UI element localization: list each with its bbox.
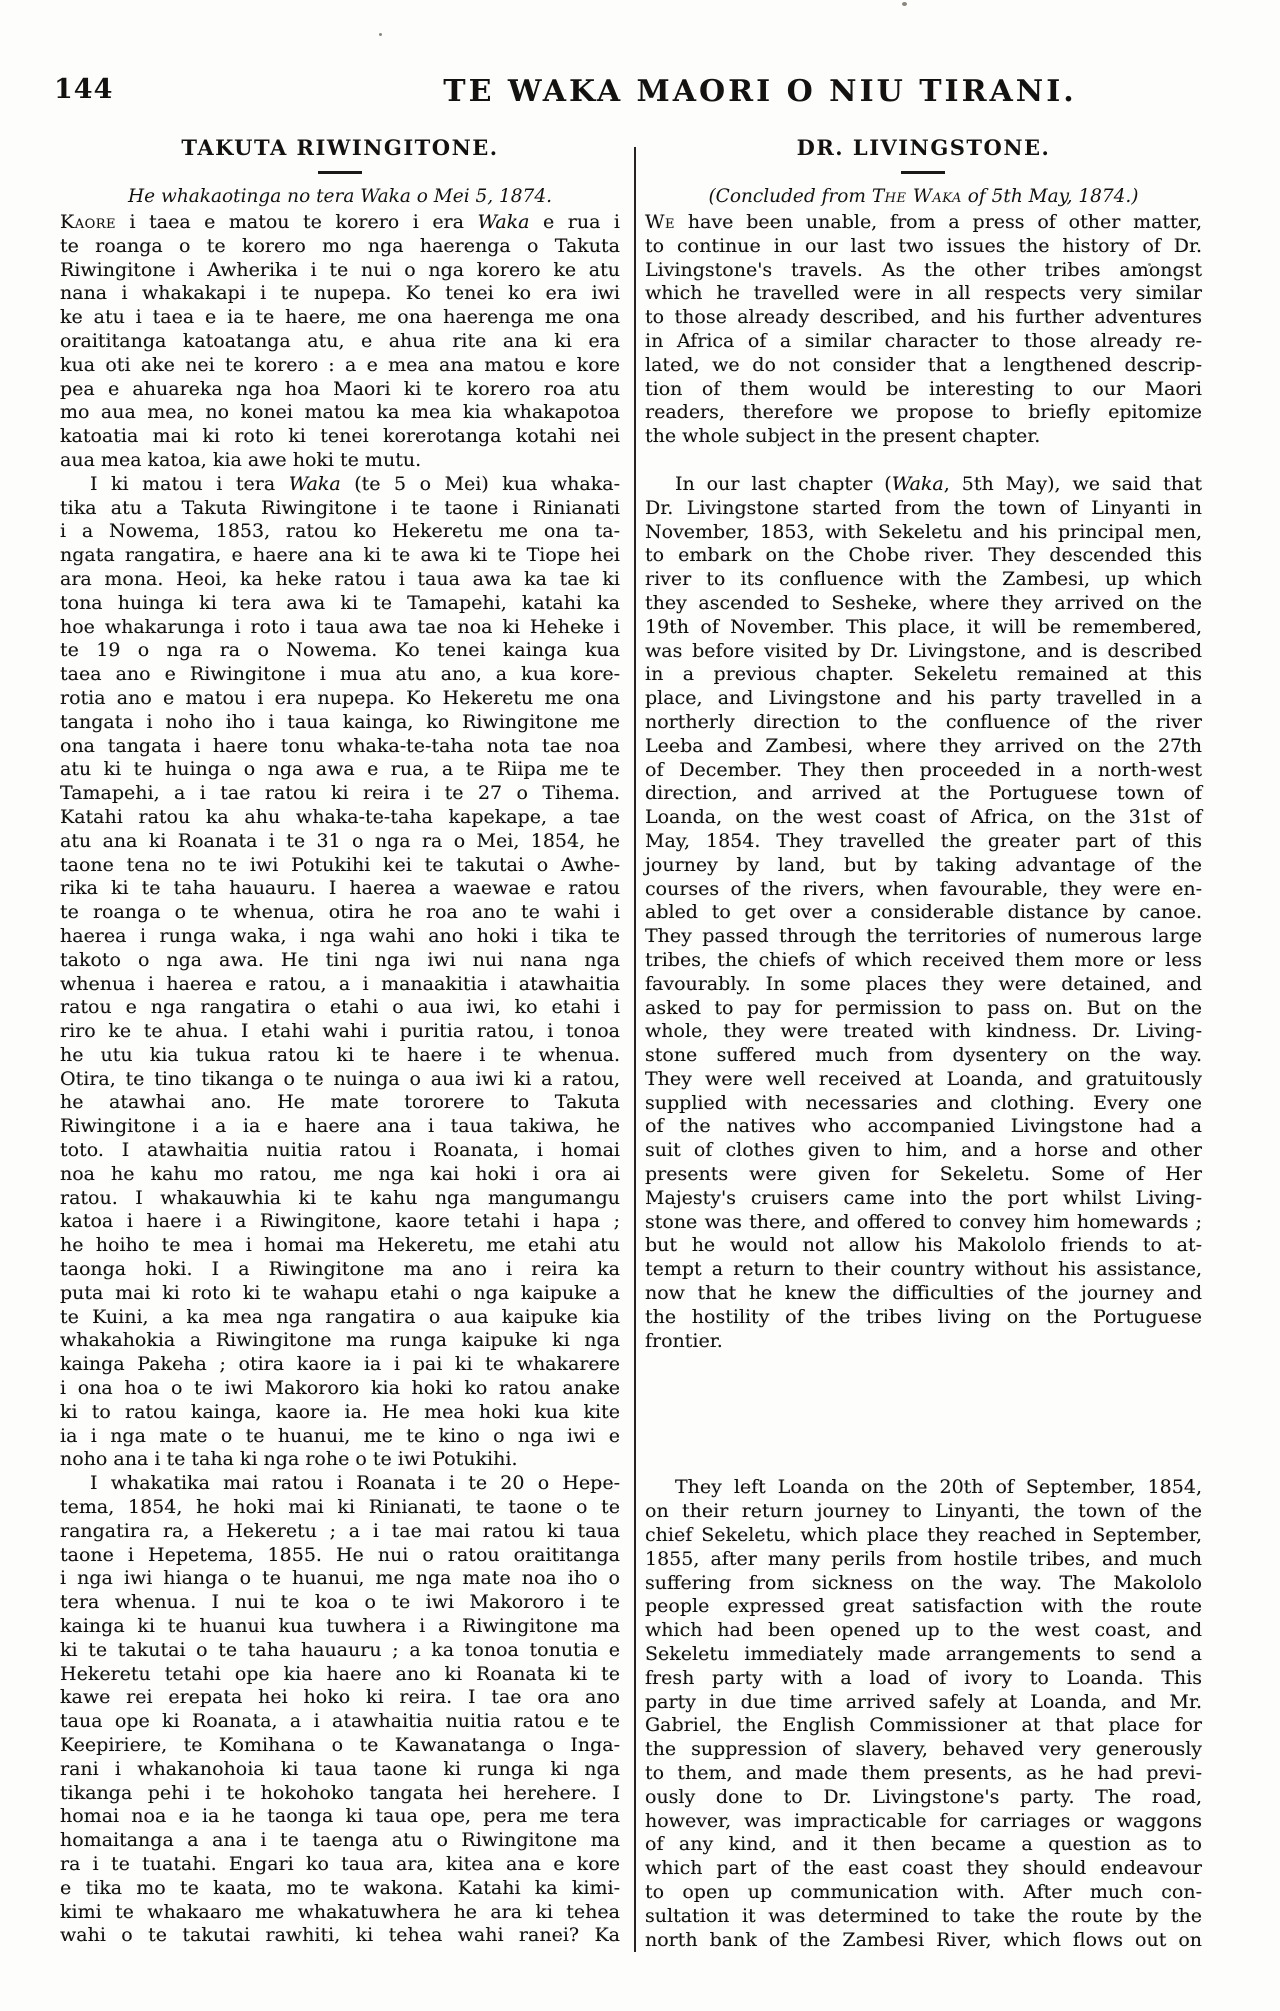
text-line: ona tangata i haere tonu whaka-te-taha nota tae noa <box>60 734 620 757</box>
right-article-heading: DR. LIVINGSTONE. <box>796 135 1051 160</box>
text-line: to continue in our last two issues the history of Dr. <box>645 234 1202 257</box>
text-line: November, 1853, with Sekeletu and his principal men, <box>645 520 1202 543</box>
text-line: oraititanga katoatanga atu, e ahua rite ana ki era <box>60 329 620 352</box>
text-line: tribes, the chiefs of which received them more or less <box>645 948 1202 971</box>
text-line: tera whenua. I nui te koa o te iwi Makororo i te <box>60 1591 620 1614</box>
text-line: te Kuini, a ka mea nga rangatira o aua kaipuke kia <box>60 1305 620 1328</box>
text-line: katoa i haere i a Riwingitone, kaore tetahi i hapa ; <box>60 1210 620 1233</box>
text-line: to them, and made them presents, as he had previ- <box>645 1762 1202 1785</box>
text-line: ratou. I whakauwhia ki te kahu nga mangumangu <box>60 1186 620 1209</box>
text-line: noho ana i te taha ki nga rohe o te iwi Potukihi. <box>60 1448 518 1471</box>
text-line: to embark on the Chobe river. They descended this <box>645 544 1202 567</box>
text-line: stone suffered much from dysentery on the way. <box>645 1044 1202 1067</box>
text-line: I ki matou i tera Waka (te 5 o Mei) kua whaka- <box>90 472 620 495</box>
text-line: i ona hoa o te iwi Makororo kia hoki ko ratou anake <box>60 1377 620 1400</box>
left-article-heading: TAKUTA RIWINGITONE. <box>181 135 499 160</box>
text-line: the suppression of slavery, behaved very generously <box>645 1738 1202 1761</box>
text-line: ously done to Dr. Livingstone's party. The road, <box>645 1785 1202 1808</box>
text-line: tangata i noho iho i taua kainga, ko Riwingitone me <box>60 710 620 733</box>
text-line: in a previous chapter. Sekeletu remained at this <box>645 663 1202 686</box>
text-line: they ascended to Sesheke, where they arrived on the <box>645 591 1202 614</box>
text-line: to open up communication with. After much con- <box>645 1881 1202 1903</box>
text-line: haerea i runga waka, i nga wahi ano hoki i tika te <box>60 924 620 947</box>
text-line: he atawhai ano. He mate tororere to Takuta <box>60 1091 620 1114</box>
text-line: tika atu a Takuta Riwingitone i te taone i Rinianati <box>60 496 620 519</box>
text-line: puta mai ki roto ki te wahapu etahi o nga kaipuke a <box>60 1281 620 1304</box>
text-line: north bank of the Zambesi River, which flows out on <box>645 1928 1202 1951</box>
text-line: stone was there, and offered to convey him homewards ; <box>645 1210 1202 1233</box>
text-line: frontier. <box>645 1329 723 1352</box>
text-line: place, and Livingstone and his party travelled in a <box>645 687 1202 710</box>
text-line: river to its confluence with the Zambesi, up which <box>645 568 1202 591</box>
scan-speck <box>379 33 382 36</box>
right-column-body <box>645 211 1202 1952</box>
text-line: whole, they were treated with kindness. Dr. Living- <box>645 1020 1202 1043</box>
text-line: I whakatika mai ratou i Roanata i te 20 o Hepe- <box>90 1472 620 1495</box>
text-line: mo aua mea, no konei matou ka mea kia whakapotoa <box>60 401 620 424</box>
left-heading-rule <box>318 171 362 174</box>
text-line: was before visited by Dr. Livingstone, and is described <box>645 639 1202 662</box>
paragraph-gap <box>645 1353 1202 1476</box>
text-line: taea ano e Riwingitone i mua atu ano, a kua kore- <box>60 663 620 686</box>
text-line: the hostility of the tribes living on the Portuguese <box>645 1305 1202 1328</box>
text-line: sultation it was determined to take the route by the <box>645 1904 1202 1927</box>
text-line: Keepiriere, te Komihana o te Kawanatanga o Inga- <box>60 1734 620 1756</box>
text-line: Kaore i taea e matou te korero i era Waka e rua i <box>60 211 620 233</box>
text-line: 19th of November. This place, it will be remembered, <box>645 615 1202 638</box>
text-line: May, 1854. They travelled the greater part of this <box>645 829 1202 852</box>
text-line: riro ke te ahua. I etahi wahi i puritia ratou, i tonoa <box>60 1020 620 1043</box>
text-line: he hoiho te mea i homai ma Hekeretu, me etahi atu <box>60 1234 620 1257</box>
text-line: Riwingitone i a ia e haere ana i taua takiwa, he <box>60 1115 620 1138</box>
text-line: Loanda, on the west coast of Africa, on the 31st of <box>645 806 1202 829</box>
text-line: e tika mo te kaata, mo te wakona. Katahi ka kimi- <box>60 1876 620 1899</box>
text-line: nana i whakakapi i te nupepa. Ko tenei ko era iwi <box>60 282 620 305</box>
text-line: people expressed great satisfaction with the route <box>645 1595 1202 1618</box>
text-line: We have been unable, from a press of other matter, <box>645 211 1202 233</box>
text-line: tempt a return to their country without his assistance, <box>645 1258 1202 1281</box>
text-line: in Africa of a similar character to those already re- <box>645 329 1202 352</box>
text-line: tikanga pehi i te hokohoko tangata hei herehere. I <box>60 1781 620 1804</box>
text-line: homai noa e ia he taonga ki taua ope, pera me tera <box>60 1805 620 1828</box>
text-line: ki to ratou kainga, kaore ia. He mea hoki kua kite <box>60 1400 620 1423</box>
text-line: Hekeretu tetahi ope kia haere ano ki Roanata ki te <box>60 1662 620 1685</box>
text-line: of the natives who accompanied Livingstone had a <box>645 1115 1202 1138</box>
text-line: party in due time arrived safely at Loanda, and Mr. <box>645 1690 1202 1713</box>
text-line: i nga iwi hianga o te huanui, me nga mate noa iho o <box>60 1567 620 1590</box>
text-line: taone tena no te iwi Potukihi kei te takutai o Awhe- <box>60 853 620 876</box>
text-line: however, was impracticable for carriages or waggons <box>645 1809 1202 1832</box>
text-line: whenua i haerea e ratou, a i manaakitia i atawhaitia <box>60 972 620 995</box>
left-column-body <box>60 211 620 1948</box>
text-line: suit of clothes given to him, and a horse and other <box>645 1139 1202 1162</box>
text-line: to those already described, and his further adventures <box>645 306 1202 329</box>
page-number: 144 <box>54 74 114 105</box>
left-article-subtitle: He whakaotinga no tera Waka o Mei 5, 1874. <box>128 186 552 207</box>
text-line: ngata rangatira, e haere ana ki te awa ki te Tiope hei <box>60 544 620 567</box>
text-line: kua oti ake nei te korero : a e mea ana matou e kore <box>60 353 620 376</box>
right-article-subtitle: (Concluded from The Waka of 5th May, 1874.) <box>708 186 1139 207</box>
text-line: ratou e nga rangatira o etahi o aua iwi, ko etahi i <box>60 996 620 1019</box>
text-line: chief Sekeletu, which place they reached in September, <box>645 1524 1202 1547</box>
text-line: aua mea katoa, kia awe hoki te mutu. <box>60 448 422 471</box>
text-line: suffering from sickness on the way. The Makololo <box>645 1571 1202 1594</box>
paragraph-gap <box>645 449 1202 473</box>
right-heading-rule <box>901 171 945 174</box>
text-line: presents were given for Sekeletu. Some of Her <box>645 1163 1202 1186</box>
text-line: homaitanga a ana i te taenga atu o Riwingitone ma <box>60 1829 620 1852</box>
text-line: They were well received at Loanda, and gratuitously <box>645 1067 1202 1090</box>
text-line: In our last chapter (Waka, 5th May), we said that <box>675 472 1202 495</box>
text-line: northerly direction to the confluence of the river <box>645 710 1202 733</box>
text-line: They left Loanda on the 20th of September, 1854, <box>675 1476 1202 1499</box>
text-line: i a Nowema, 1853, ratou ko Hekeretu me ona ta- <box>60 520 620 543</box>
text-line: direction, and arrived at the Portuguese town of <box>645 782 1202 805</box>
text-line: wahi o te takutai rawhiti, ki tehea wahi ranei? Ka <box>60 1924 620 1947</box>
text-line: the whole subject in the present chapter. <box>645 425 1041 448</box>
scan-speck <box>902 2 907 6</box>
text-line: lated, we do not consider that a lengthened descrip- <box>645 353 1202 376</box>
text-line: atu ki te huinga o nga awa e rua, a te Riipa me te <box>60 758 620 781</box>
text-line: Majesty's cruisers came into the port whilst Living- <box>645 1186 1202 1209</box>
text-line: Dr. Livingstone started from the town of Linyanti in <box>645 496 1202 519</box>
text-line: rani i whakanohoia ki taua taone ki runga ki nga <box>60 1757 620 1780</box>
column-divider-rule <box>634 147 636 1952</box>
text-line: rika ki te taha hauauru. I haerea a waewae e ratou <box>60 877 620 900</box>
text-line: he utu kia tukua ratou ki te haere i te whenua. <box>60 1043 620 1066</box>
text-line: Gabriel, the English Commissioner at that place for <box>645 1714 1202 1737</box>
text-line: kainga ki te huanui kua tuwhera i a Riwingitone ma <box>60 1615 620 1638</box>
text-line: of December. They then proceeded in a north-west <box>645 758 1202 781</box>
text-line: katoatia mai ki roto ki tenei korerotanga kotahi nei <box>60 425 620 448</box>
text-line: Livingstone's travels. As the other tribes amongst <box>645 258 1202 281</box>
text-line: takoto o nga awa. He tini nga iwi nui nana nga <box>60 948 620 971</box>
text-line: rotia ano e matou i era nupepa. Ko Hekeretu me ona <box>60 686 620 709</box>
text-line: kawe rei erepata hei hoko ki reira. I tae ora ano <box>60 1686 620 1709</box>
text-line: supplied with necessaries and clothing. Every one <box>645 1091 1202 1114</box>
text-line: pea e ahuareka nga hoa Maori ki te korero roa atu <box>60 377 620 400</box>
text-line: taonga hoki. I a Riwingitone ma ano i reira ka <box>60 1258 620 1281</box>
text-line: now that he knew the difficulties of the journey and <box>645 1282 1202 1305</box>
text-line: readers, therefore we propose to briefly epitomize <box>645 401 1202 424</box>
text-line: asked to pay for permission to pass on. But on the <box>645 996 1202 1019</box>
text-line: on their return journey to Linyanti, the town of the <box>645 1500 1202 1523</box>
text-line: Sekeletu immediately made arrangements to send a <box>645 1643 1202 1666</box>
text-line: taua ope ki Roanata, a i atawhaitia nuitia ratou e te <box>60 1710 620 1733</box>
text-line: but he would not allow his Makololo friends to at- <box>645 1234 1202 1257</box>
text-line: courses of the rivers, when favourable, they were en- <box>645 877 1202 900</box>
text-line: noa he kahu mo ratou, me nga kai hoki i ora ai <box>60 1162 620 1185</box>
text-line: kimi te whakaaro me whakatuwhera he ara ki tehea <box>60 1900 620 1923</box>
text-line: ia i nga mate o te huanui, me te kino o nga iwi e <box>60 1424 620 1447</box>
text-line: Otira, te tino tikanga o te nuinga o aua iwi ki a ratou, <box>60 1067 620 1090</box>
text-line: tema, 1854, he hoki mai ki Rinianati, te taone o te <box>60 1496 620 1519</box>
text-line: abled to get over a considerable distance by canoe. <box>645 901 1202 924</box>
text-line: atu ana ki Roanata i te 31 o nga ra o Mei, 1854, he <box>60 829 620 852</box>
text-line: Leeba and Zambesi, where they arrived on the 27th <box>645 734 1202 757</box>
text-line: fresh party with a load of ivory to Loanda. This <box>645 1666 1202 1689</box>
text-line: te roanga o te korero mo nga haerenga o Takuta <box>60 234 620 257</box>
text-line: te 19 o nga ra o Nowema. Ko tenei kainga kua <box>60 639 620 662</box>
text-line: Riwingitone i Awherika i te nui o nga korero ke atu <box>60 258 620 281</box>
text-line: ara mona. Heoi, ka heke ratou i taua awa ka tae ki <box>60 567 620 590</box>
text-line: which part of the east coast they should endeavour <box>645 1857 1202 1880</box>
text-line: te roanga o te whenua, otira he roa ano te wahi i <box>60 901 620 924</box>
text-line: rangatira ra, a Hekeretu ; a i tae mai ratou ki taua <box>60 1519 620 1542</box>
text-line: whakahokia a Riwingitone ma runga kaipuke ki nga <box>60 1329 620 1352</box>
text-line: taone i Hepetema, 1855. He nui o ratou oraititanga <box>60 1543 620 1566</box>
text-line: kainga Pakeha ; otira kaore ia i pai ki te whakarere <box>60 1353 620 1376</box>
text-line: Katahi ratou ka ahu whaka-te-taha kapekape, a tae <box>60 805 620 828</box>
text-line: hoe whakarunga i roto i taua awa tae noa ki Heheke i <box>60 615 620 638</box>
text-line: ra i te tuatahi. Engari ko taua ara, kitea ana e kore <box>60 1852 620 1875</box>
text-line: They passed through the territories of numerous large <box>645 925 1202 948</box>
text-line: which had been opened up to the west coast, and <box>645 1619 1202 1642</box>
masthead-title: TE WAKA MAORI O NIU TIRANI. <box>443 74 1077 109</box>
text-line: which he travelled were in all respects very similar <box>645 282 1202 305</box>
text-line: of any kind, and it then became a question as to <box>645 1833 1202 1856</box>
text-line: tion of them would be interesting to our Maori <box>645 377 1202 400</box>
text-line: ke atu i taea e ia te haere, me ona haerenga me ona <box>60 306 620 329</box>
text-line: tona huinga ki tera awa ki te Tamapehi, katahi ka <box>60 591 620 614</box>
text-line: ki te takutai o te taha hauauru ; a ka tonoa tonutia e <box>60 1638 620 1661</box>
text-line: journey by land, but by taking advantage of the <box>645 853 1202 876</box>
text-line: 1855, after many perils from hostile tribes, and much <box>645 1547 1202 1570</box>
text-line: favourably. In some places they were detained, and <box>645 972 1202 995</box>
text-line: toto. I atawhaitia nuitia ratou i Roanata, i homai <box>60 1139 620 1162</box>
text-line: Tamapehi, a i tae ratou ki reira i te 27 o Tihema. <box>60 782 620 805</box>
